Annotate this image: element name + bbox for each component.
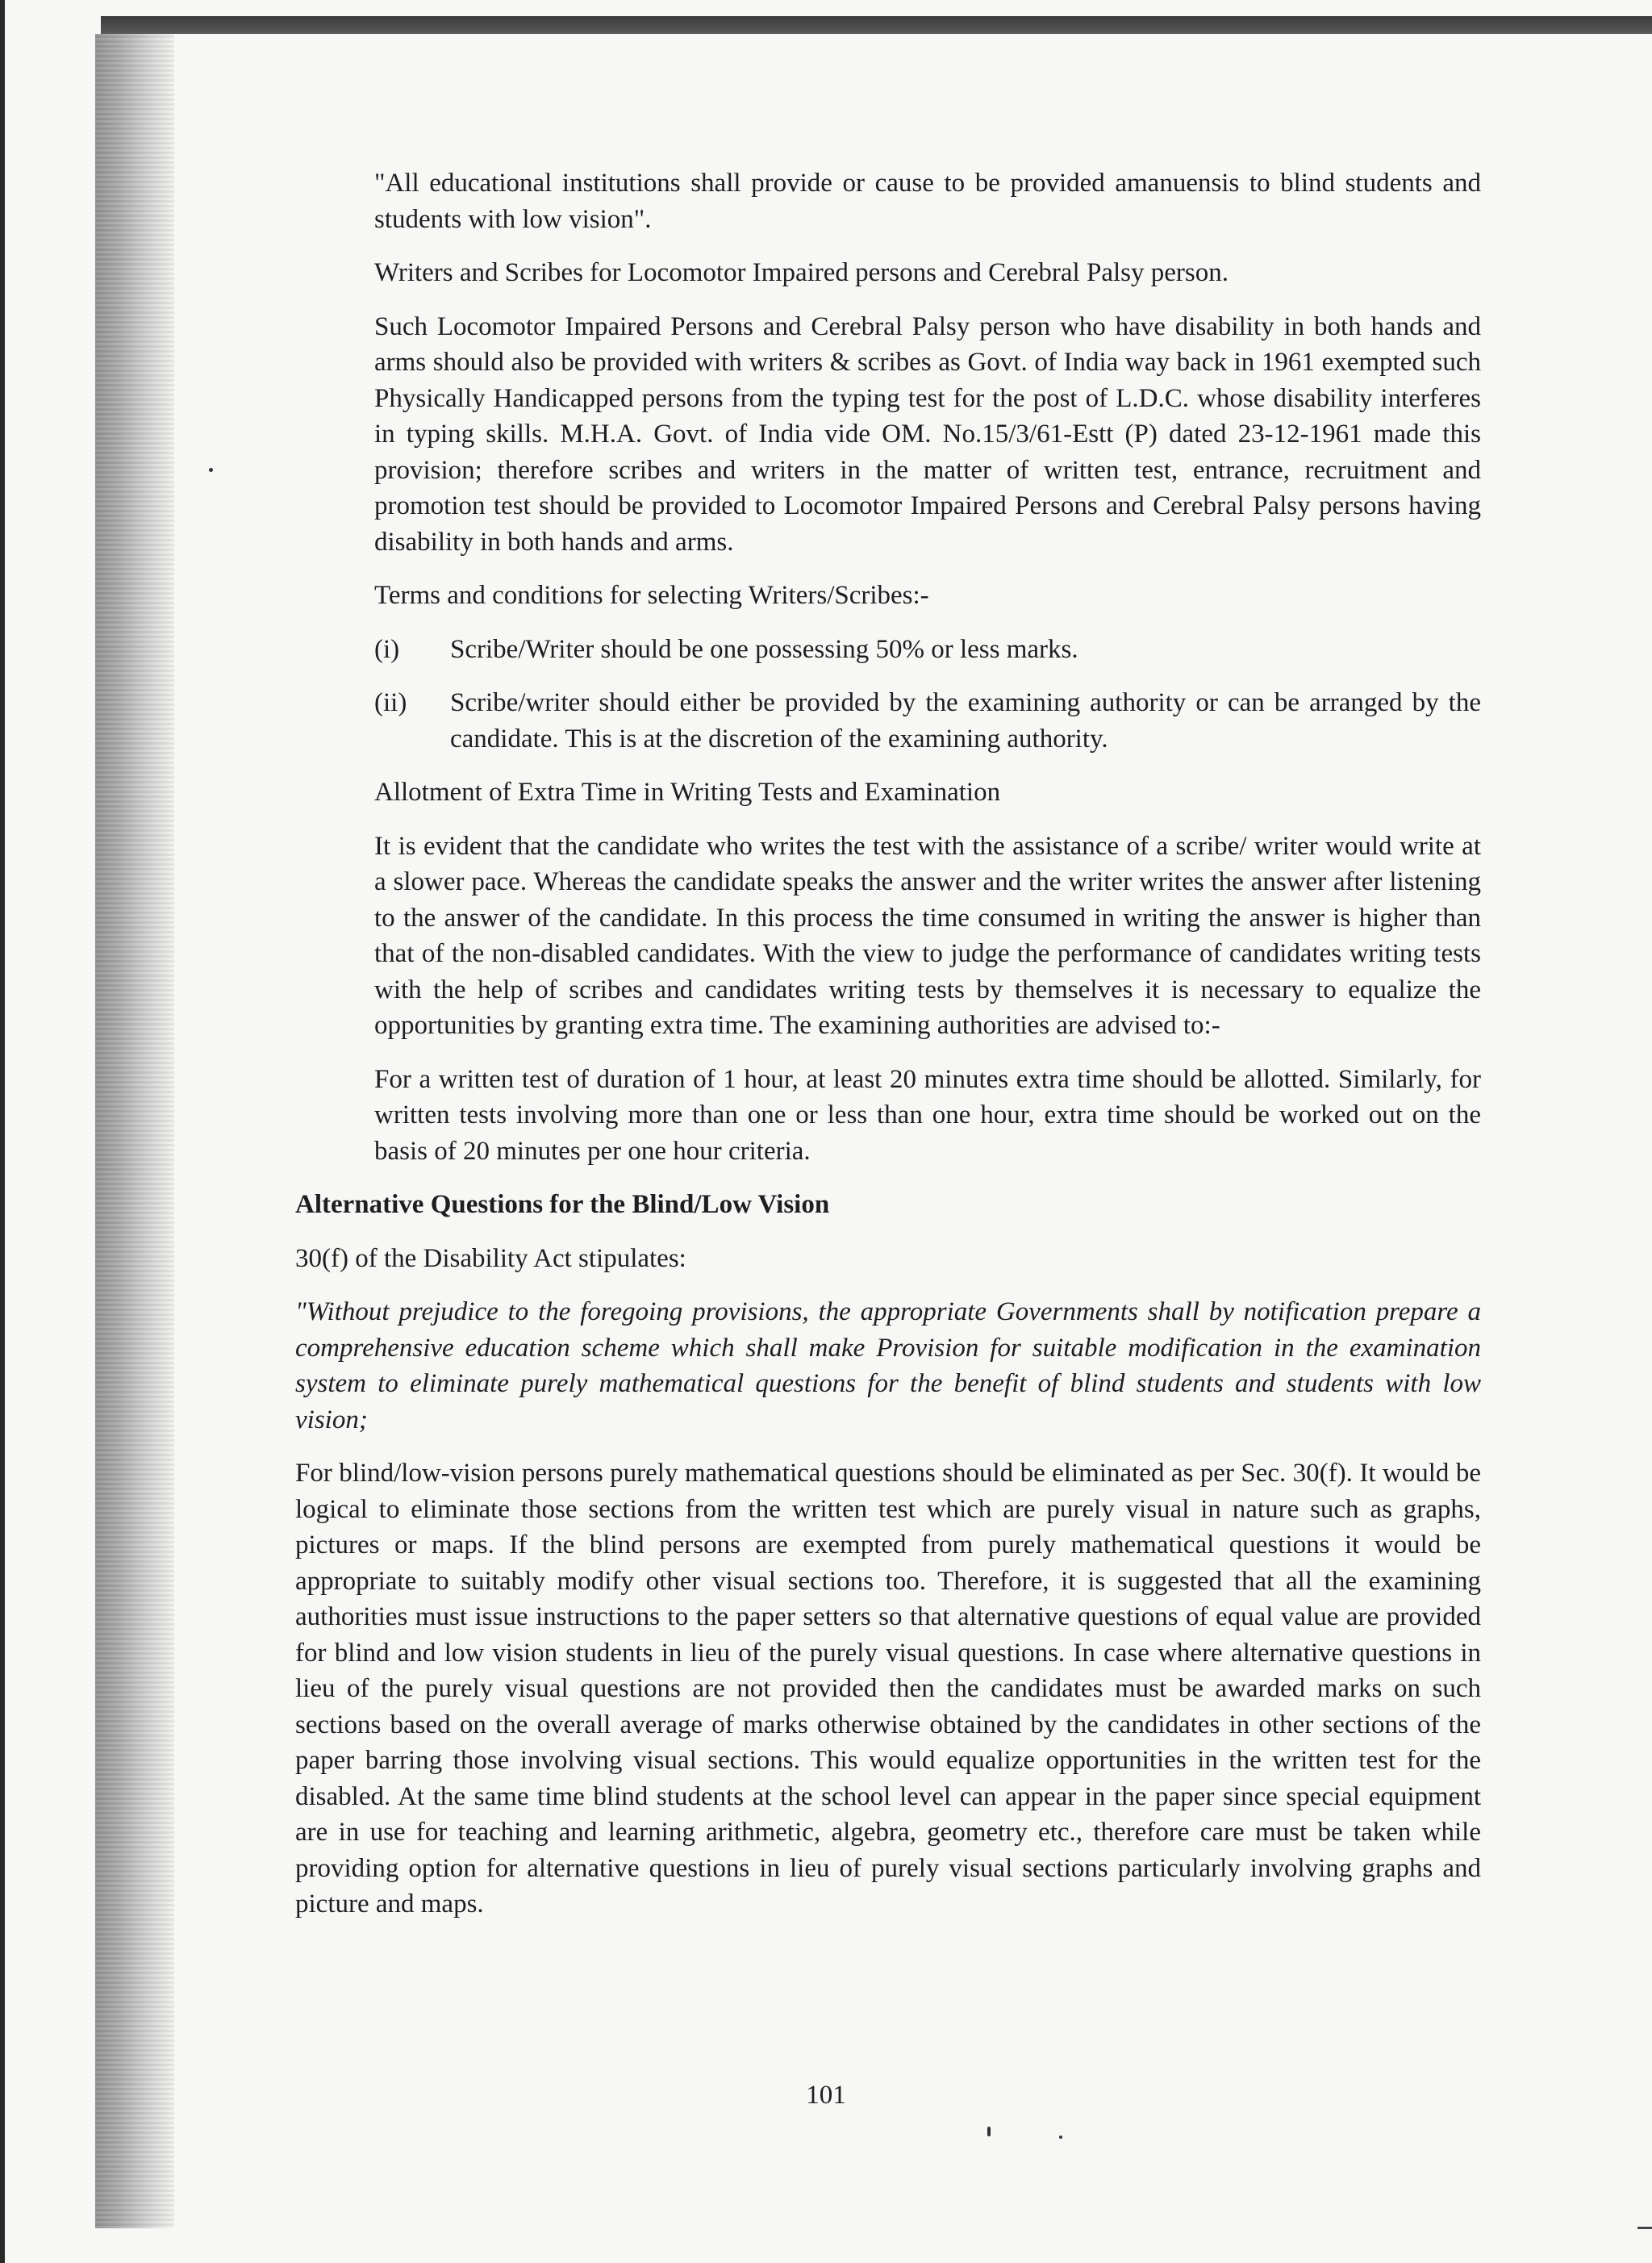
scan-edge-mark [1637, 2227, 1652, 2229]
paragraph-act-reference: 30(f) of the Disability Act stipulates: [295, 1243, 686, 1273]
terms-heading: Terms and conditions for selecting Writers/Scribes:- [374, 581, 929, 610]
paragraph-duration: For a written test of duration of 1 hour, at least 20 minutes extra time should be allotted. Similarly, for written tests involving more than one or less than one hour, extra time should be worked out on the basis of 20 minutes per one hour criteria. [374, 1064, 1481, 1166]
scan-speck [1059, 2136, 1062, 2139]
quote-paragraph: "All educational institutions shall provide or cause to be provided amanuensis to blind students and students with low vision". [374, 169, 1481, 234]
subheading-writers-scribes: Writers and Scribes for Locomotor Impaired persons and Cerebral Palsy person. [374, 258, 1229, 287]
list-item-text: Scribe/Writer should be one possessing 50% or less marks. [450, 634, 1078, 664]
scan-top-border [101, 16, 1652, 34]
paragraph-locomotor: Such Locomotor Impaired Persons and Cerebral Palsy person who have disability in both hands and arms should also be provided with writers & scribes as Govt. of India way back in 1961 exempted such Physically Handicapped persons from the typing test for the post of L.D.C. whose disability interferes in typing skills. M.H.A. Govt. of India vide OM. No.15/3/61-Estt (P) dated 23-12-1961 made this provision; therefore scribes and writers in the matter of written test, entrance, recruitment and promotion test should be provided to Locomotor Impaired Persons and Cerebral Palsy persons having disability in both hands and arms. [374, 311, 1481, 557]
page-number: 101 [806, 2081, 846, 2110]
subheading-extra-time: Allotment of Extra Time in Writing Tests and Examination [374, 778, 1001, 807]
scan-speck [209, 468, 213, 472]
scan-speck [987, 2127, 991, 2136]
binding-shadow [95, 34, 174, 2228]
scan-left-edge [0, 0, 5, 2263]
list-item [295, 632, 1481, 668]
section-heading: Alternative Questions for the Blind/Low Vision [295, 1190, 830, 1219]
list-item-text: Scribe/writer should either be provided by the examining authority or can be arranged by the candidate. This is at the discretion of the examining authority. [450, 688, 1481, 754]
list-item-number: (i) [374, 634, 400, 664]
page-body [295, 165, 1481, 1923]
paragraph-blind-low-vision: For blind/low-vision persons purely mathematical questions should be eliminated as per Sec. 30(f). It would be logical to eliminate those sections from the written test which are purely visual in nature such as graphs, pictures or maps. If the blind persons are exempted from purely mathematical questions it would be appropriate to suitably modify other visual sections too. Therefore, it is suggested that all the examining authorities must issue instructions to the paper setters so that alternative questions of equal value are provided for blind and low vision students in lieu of the purely visual questions. In case where alternative questions in lieu of the purely visual questions are not provided then the candidates must be awarded marks on such sections based on the overall average of marks otherwise obtained by the candidates in other sections of the paper barring those involving visual sections. This would equalize opportunities in the written test for the disabled. At the same time blind students at the school level can appear in the paper since special equipment are in use for teaching and learning arithmetic, algebra, geometry etc., therefore care must be taken while providing option for alternative questions in lieu of purely visual sections particularly involving graphs and picture and maps. [295, 1459, 1481, 1919]
list-item-number: (ii) [374, 688, 407, 717]
list-item [295, 685, 1481, 757]
paragraph-extra-time: It is evident that the candidate who writes the test with the assistance of a scribe/ writer would write at a slower pace. Whereas the candidate speaks the answer and the writer writes the answer after listening to the answer of the candidate. In this process the time consumed in writing the answer is higher than that of the non-disabled candidates. With the view to judge the performance of candidates writing tests with the help of scribes and candidates writing tests by themselves it is necessary to equalize the opportunities by granting extra time. The examining authorities are advised to:- [374, 831, 1481, 1040]
act-quotation: "Without prejudice to the foregoing provisions, the appropriate Governments shall by notification prepare a comprehensive education scheme which shall make Provision for suitable modification in the examination system to eliminate purely mathematical questions for the benefit of blind students and students with low vision; [295, 1297, 1481, 1434]
